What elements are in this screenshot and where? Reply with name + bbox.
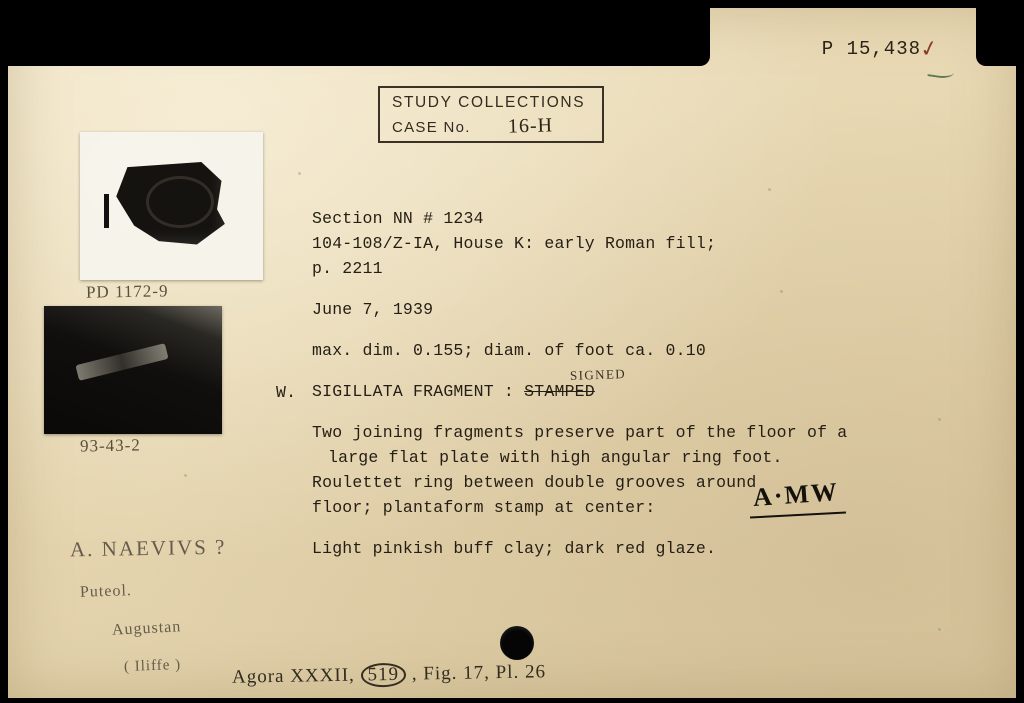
green-pen-mark-icon [927, 64, 954, 80]
stamp-transcription-ink: A·MW [752, 477, 840, 512]
object-title: SIGILLATA FRAGMENT : [312, 382, 515, 401]
description-line-3: Roulettet ring between double grooves around [312, 473, 757, 492]
object-title-row [276, 366, 962, 404]
stamp-no-label: No. [443, 119, 471, 136]
card-top-left-cutout [8, 8, 710, 66]
publication-reference [232, 660, 546, 689]
accession-number: P 15,438 [821, 38, 921, 60]
object-title-struck-word: STAMPED [524, 382, 595, 401]
pencil-note-period: Augustan [111, 618, 182, 639]
stamp-line-study-collections: STUDY COLLECTIONS [392, 94, 586, 111]
scale-bar-icon [104, 194, 109, 228]
punch-hole [500, 626, 534, 660]
publication-title: Agora XXXII, [231, 664, 355, 688]
photo-print-surface [44, 306, 222, 434]
plantaform-stamp-detail [75, 343, 168, 381]
case-number-handwritten: 16-H [507, 114, 554, 138]
catalog-index-card [8, 8, 1016, 698]
description-line-1: Two joining fragments preserve part of the floor of a [312, 423, 848, 442]
stamp-detail-photo [44, 306, 222, 434]
photo-caption-negative-number: PD 1172-9 [85, 281, 169, 302]
ring-foot-outline [146, 176, 214, 228]
photo-caption-negative-number: 93-43-2 [79, 435, 141, 456]
figure-plate-reference: , Fig. 17, Pl. 26 [411, 661, 547, 685]
catalog-number-circled: 519 [360, 663, 406, 688]
description-line-4: floor; plantaform stamp at center: [312, 498, 656, 517]
card-top-right-cutout [976, 8, 1016, 66]
stamp-line-case [392, 119, 471, 136]
measurements-block [312, 338, 962, 363]
pencil-note-origin: Puteol. [79, 582, 133, 601]
section-line-1: Section NN # 1234 [312, 209, 484, 228]
excavation-date: June 7, 1939 [312, 300, 434, 319]
check-mark-icon: ✓ [917, 34, 941, 63]
section-line-2: 104-108/Z-IA, House K: early Roman fill; [312, 234, 717, 253]
section-block [312, 206, 962, 281]
typed-record-text [276, 206, 962, 577]
photo-print-surface [80, 132, 263, 280]
paper-speck [298, 172, 301, 175]
measurements: max. dim. 0.155; diam. of foot ca. 0.10 [312, 341, 706, 360]
paper-speck [938, 628, 941, 631]
date-block [312, 297, 962, 322]
description-block [312, 420, 962, 520]
paper-speck [184, 474, 187, 477]
description-line-2: large flat plate with high angular ring foot. [328, 448, 783, 467]
title-prefix: W. [276, 383, 297, 402]
stamp-case-label: CASE [392, 119, 439, 136]
fabric-block [312, 536, 962, 561]
sherd-profile-photo [80, 132, 263, 280]
title-pencil-annotation: SIGNED [569, 366, 627, 383]
paper-speck [768, 188, 771, 191]
section-line-3: p. 2211 [312, 259, 383, 278]
pencil-note-potter-name: A. NAEVIVS ? [69, 534, 227, 562]
study-collections-stamp [378, 86, 604, 143]
pencil-note-attribution: ( Iliffe ) [123, 657, 182, 675]
fabric-description: Light pinkish buff clay; dark red glaze. [312, 539, 717, 558]
